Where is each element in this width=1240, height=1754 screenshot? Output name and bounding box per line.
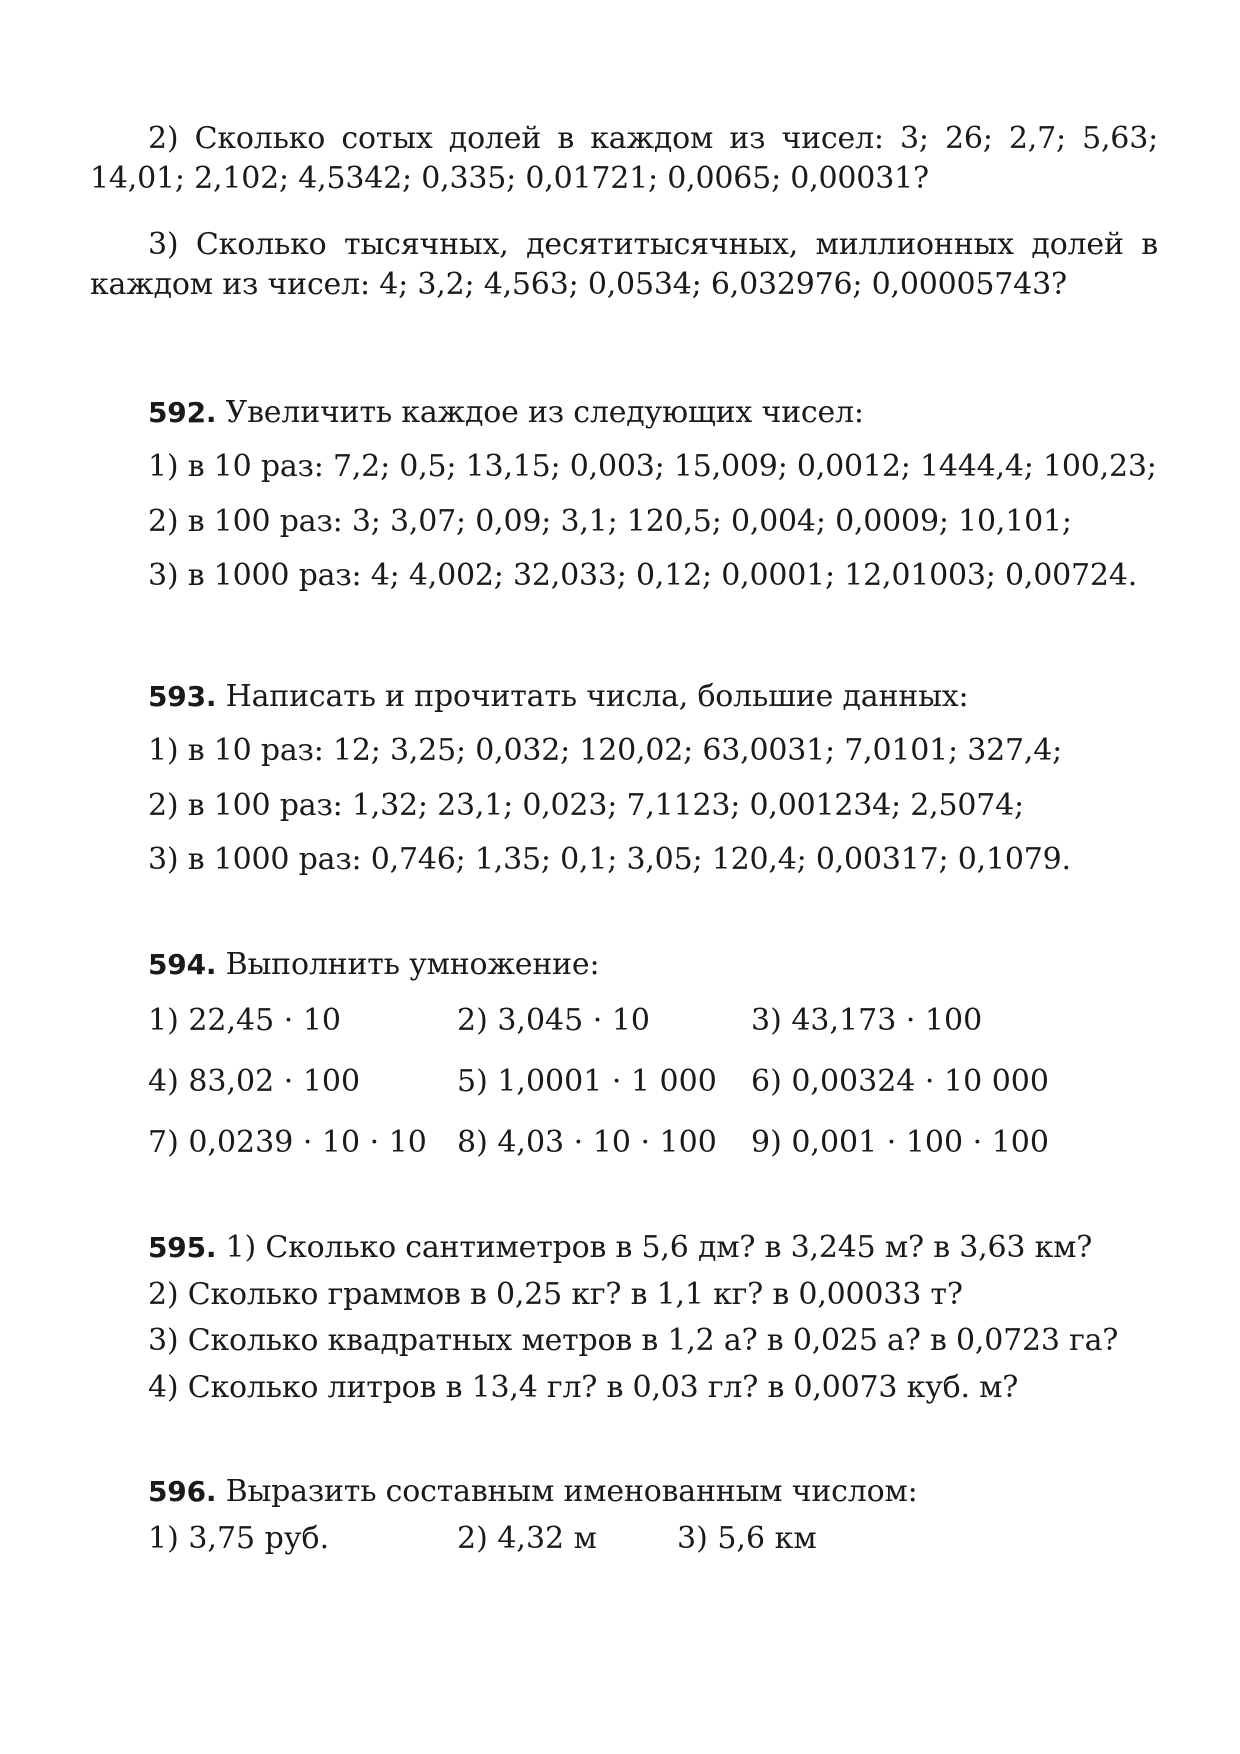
multiplication-5: 5) 1,0001 · 1 000 <box>457 1064 717 1099</box>
problem-593-item-2: 2) в 100 раз: 1,32; 23,1; 0,023; 7,1123; 0,001234; 2,5074; <box>148 788 1024 823</box>
problem-595-item-2: 2) Сколько граммов в 0,25 кг? в 1,1 кг? в 0,00033 т? <box>148 1277 963 1312</box>
conversion-3: 3) 5,6 км <box>677 1521 817 1556</box>
problem-596-heading: 596. Выразить составным именованным числом: <box>148 1474 918 1509</box>
problem-592-item-3: 3) в 1000 раз: 4; 4,002; 32,033; 0,12; 0,0001; 12,01003; 0,00724. <box>148 558 1138 593</box>
multiplication-4: 4) 83,02 · 100 <box>148 1064 361 1099</box>
problem-592-item-2: 2) в 100 раз: 3; 3,07; 0,09; 3,1; 120,5; 0,004; 0,0009; 10,101; <box>148 504 1072 539</box>
problem-594-heading: 594. Выполнить умножение: <box>148 947 600 982</box>
problem-593-number: 593 <box>148 680 206 713</box>
multiplication-3: 3) 43,173 · 100 <box>751 1003 983 1038</box>
problem-595-number: 595 <box>148 1231 206 1264</box>
problem-594-title: Выполнить умножение: <box>225 947 600 982</box>
problem-591-part-3: 3) Сколько тысячных, десятитысячных, миллионных долей в каждом из чисел: 4; 3,2; 4,563; 0,0534; 6,032976; 0,00005743? <box>90 227 1158 302</box>
conversion-2: 2) 4,32 м <box>457 1521 597 1556</box>
problem-595-heading: 595. 1) Сколько сантиметров в 5,6 дм? в 3,245 м? в 3,63 км? <box>148 1230 1093 1265</box>
multiplication-2: 2) 3,045 · 10 <box>457 1003 650 1038</box>
problem-592-heading: 592. Увеличить каждое из следующих чисел: <box>148 395 864 430</box>
problem-595-item-3: 3) Сколько квадратных метров в 1,2 а? в 0,025 а? в 0,0723 га? <box>148 1323 1119 1358</box>
multiplication-9: 9) 0,001 · 100 · 100 <box>751 1125 1049 1160</box>
problem-593-item-1: 1) в 10 раз: 12; 3,25; 0,032; 120,02; 63,0031; 7,0101; 327,4; <box>148 733 1063 768</box>
problem-592-number: 592 <box>148 396 206 429</box>
problem-593-title: Написать и прочитать числа, большие данных: <box>225 679 969 714</box>
problem-594-number: 594 <box>148 948 206 981</box>
problem-593-heading: 593. Написать и прочитать числа, большие данных: <box>148 679 969 714</box>
problem-592-title: Увеличить каждое из следующих чисел: <box>225 395 864 430</box>
multiplication-8: 8) 4,03 · 10 · 100 <box>457 1125 717 1160</box>
problem-591-part-2: 2) Сколько сотых долей в каждом из чисел: 3; 26; 2,7; 5,63; 14,01; 2,102; 4,5342; 0,335; 0,01721; 0,0065; 0,00031? <box>90 121 1158 196</box>
multiplication-1: 1) 22,45 · 10 <box>148 1003 341 1038</box>
problem-595-item-4: 4) Сколько литров в 13,4 гл? в 0,03 гл? в 0,0073 куб. м? <box>148 1370 1019 1405</box>
problem-596-title: Выразить составным именованным числом: <box>225 1474 918 1509</box>
conversion-1: 1) 3,75 руб. <box>148 1521 330 1556</box>
multiplication-7: 7) 0,0239 · 10 · 10 <box>148 1125 427 1160</box>
problem-592-item-1: 1) в 10 раз: 7,2; 0,5; 13,15; 0,003; 15,009; 0,0012; 1444,4; 100,23; <box>148 449 1157 484</box>
problem-596-number: 596 <box>148 1475 206 1508</box>
problem-595-item-1: 1) Сколько сантиметров в 5,6 дм? в 3,245 м? в 3,63 км? <box>225 1230 1093 1265</box>
multiplication-6: 6) 0,00324 · 10 000 <box>751 1064 1049 1099</box>
problem-593-item-3: 3) в 1000 раз: 0,746; 1,35; 0,1; 3,05; 120,4; 0,00317; 0,1079. <box>148 842 1071 877</box>
